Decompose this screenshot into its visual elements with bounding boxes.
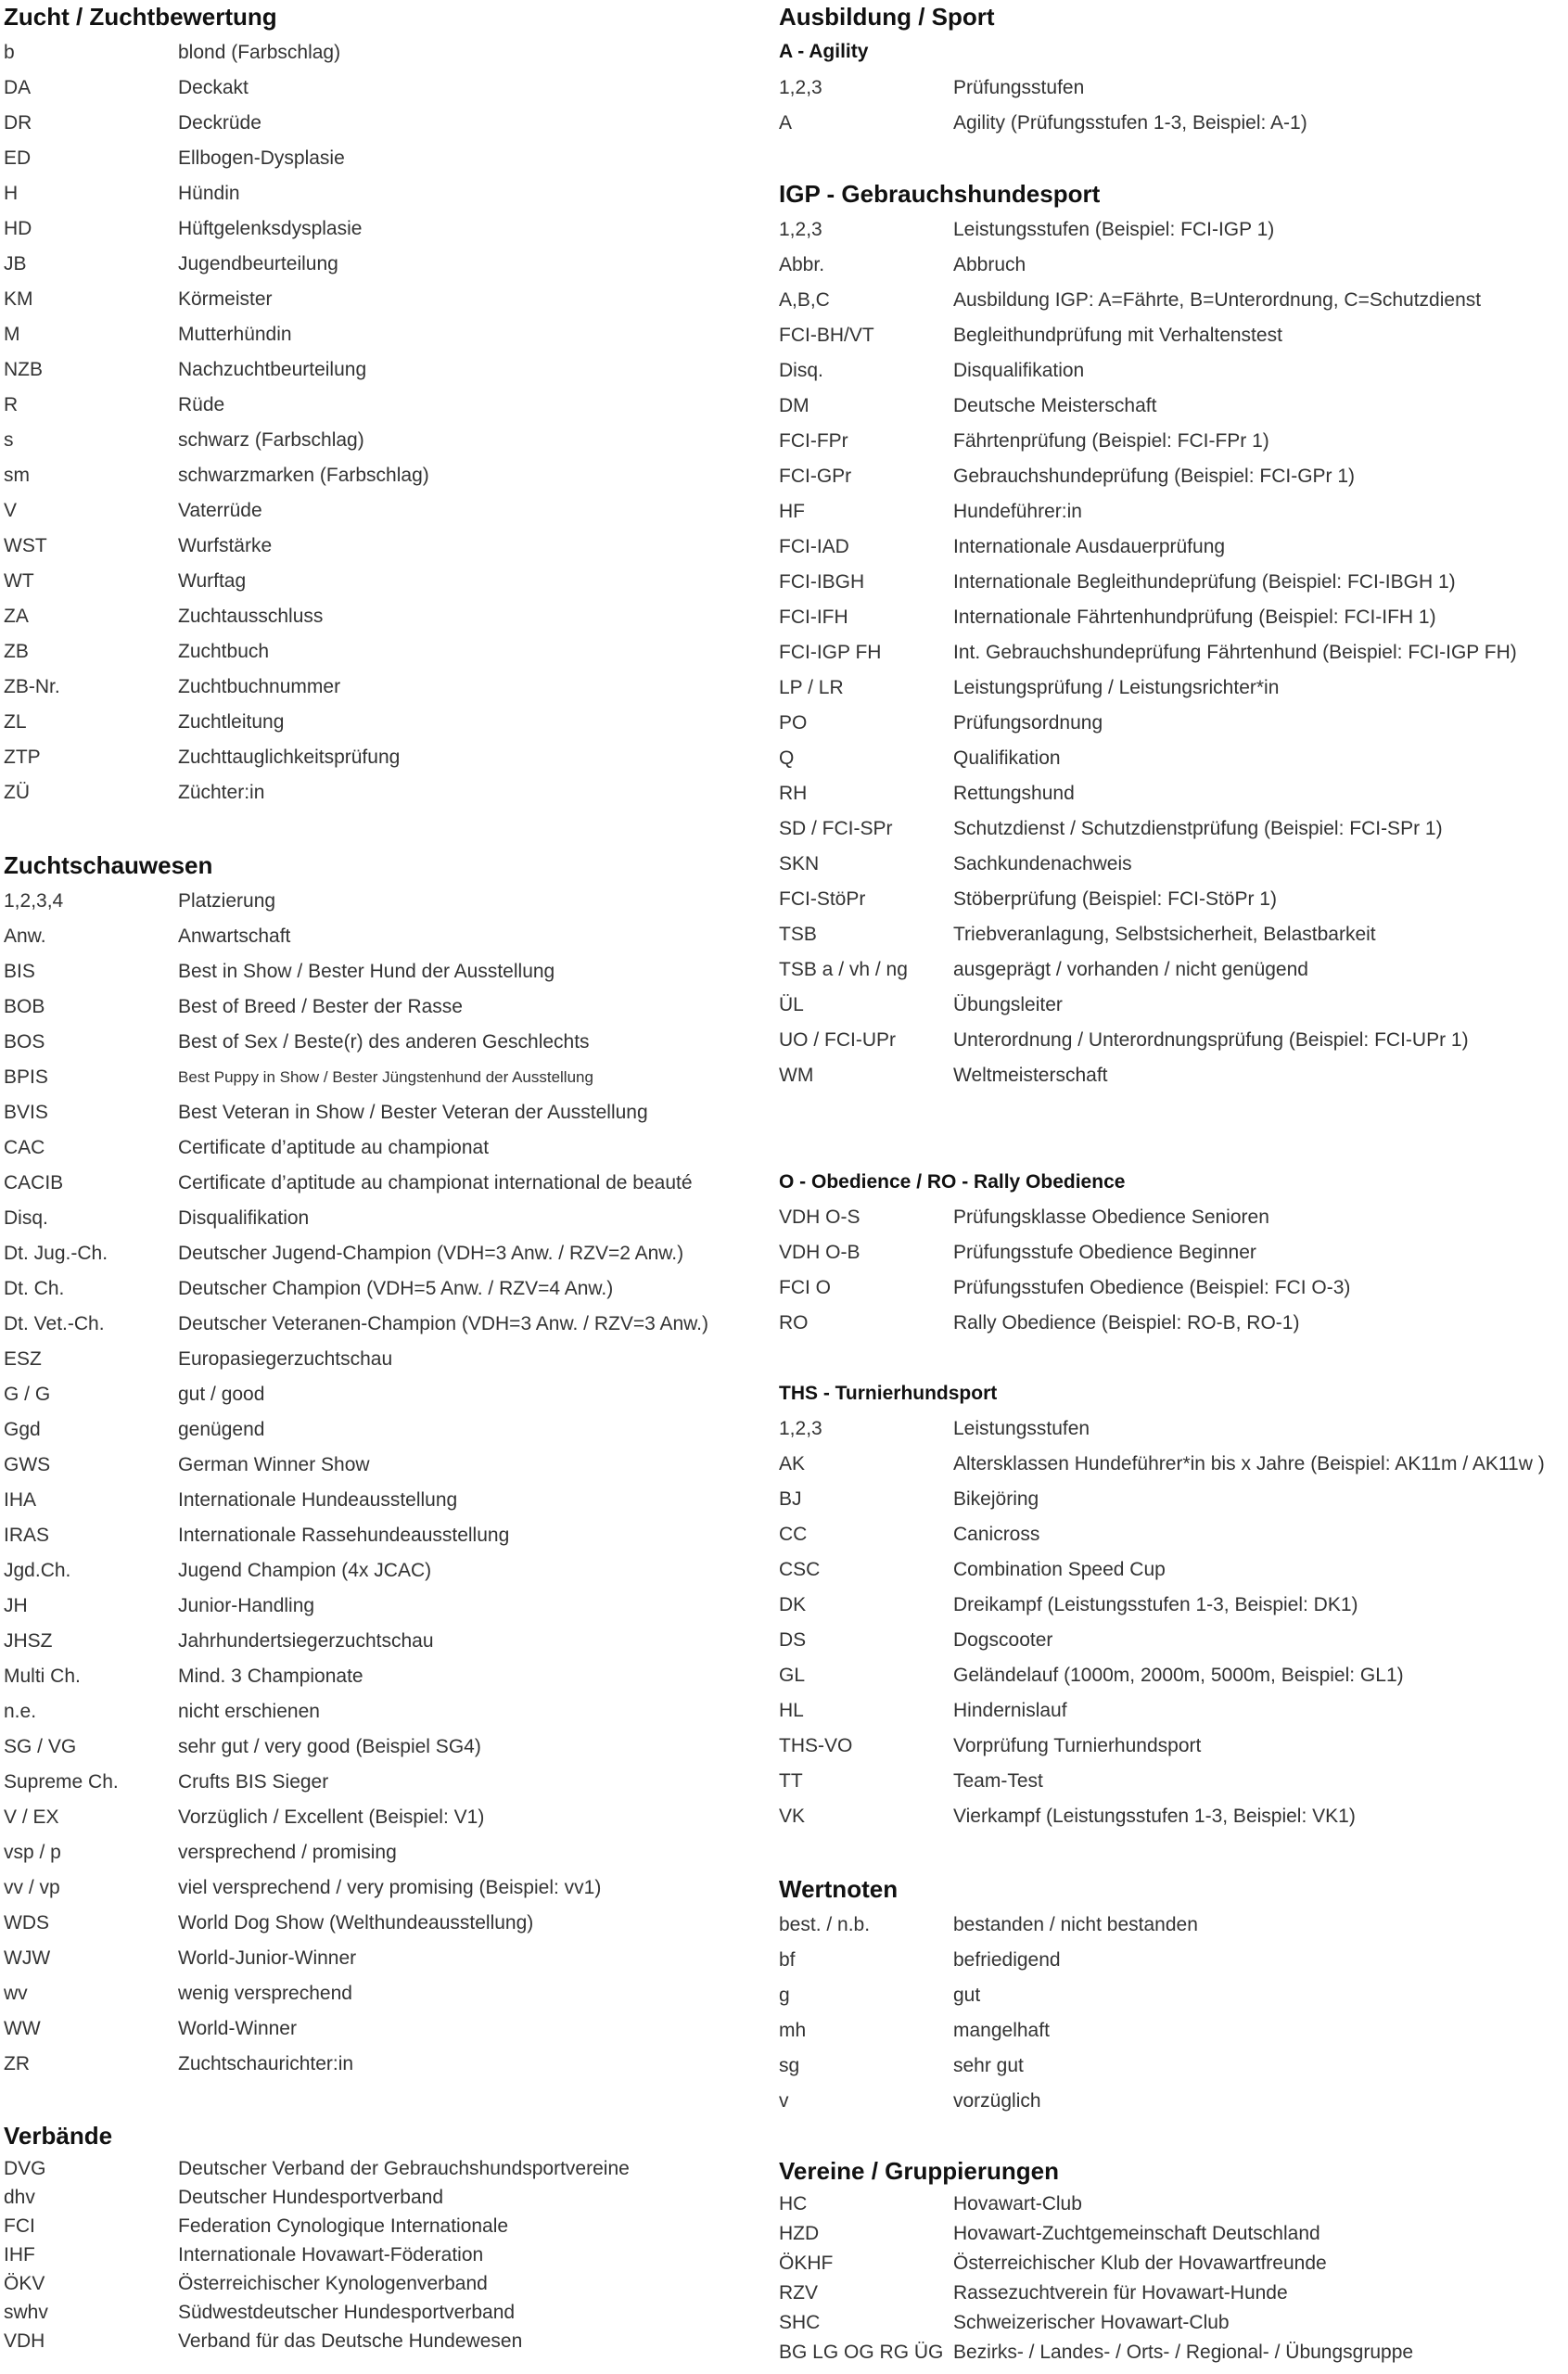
abbreviation: V / EX [4, 1806, 59, 1828]
definition: Hündin [178, 183, 240, 204]
definition: Zuchtbuch [178, 641, 270, 662]
definition: Abbruch [953, 254, 1026, 275]
definition: Dreikampf (Leistungsstufen 1-3, Beispiel: DK1) [953, 1594, 1358, 1615]
abbreviation: ÜL [779, 994, 804, 1015]
definition: schwarzmarken (Farbschlag) [178, 465, 429, 486]
abbreviation: Supreme Ch. [4, 1771, 119, 1793]
definition: Internationale Hundeausstellung [178, 1489, 458, 1511]
abbreviation: A [779, 112, 793, 134]
definition: Hovawart-Zuchtgemeinschaft Deutschland [953, 2223, 1320, 2244]
abbreviation: 1,2,3 [779, 77, 822, 98]
abbreviation: VDH [4, 2330, 45, 2352]
abbreviation: FCI-IGP FH [779, 642, 882, 663]
definition: Deutscher Veteranen-Champion (VDH=3 Anw. / RZV=3 Anw.) [178, 1313, 708, 1334]
abbreviation: BIS [4, 961, 35, 982]
definition: versprechend / promising [178, 1842, 397, 1863]
definition: Nachzuchtbeurteilung [178, 359, 367, 380]
abbreviation: ZL [4, 711, 27, 733]
abbreviation: n.e. [4, 1701, 37, 1722]
section-heading: Wertnoten [779, 1875, 899, 1903]
definition: Combination Speed Cup [953, 1559, 1166, 1580]
abbreviation: 1,2,3 [779, 219, 822, 240]
definition: Junior-Handling [178, 1595, 315, 1616]
definition: Prüfungsstufen Obedience (Beispiel: FCI O-3) [953, 1277, 1351, 1298]
definition: nicht erschienen [178, 1701, 320, 1722]
abbreviation: best. / n.b. [779, 1914, 871, 1935]
definition: Vierkampf (Leistungsstufen 1-3, Beispiel: VK1) [953, 1806, 1356, 1827]
abbreviation: WW [4, 2018, 41, 2039]
abbreviation: BPIS [4, 1066, 48, 1088]
definition: Best of Sex / Beste(r) des anderen Geschlechts [178, 1031, 590, 1053]
definition: Leistungsprüfung / Leistungsrichter*in [953, 677, 1280, 698]
definition: Prüfungsklasse Obedience Senioren [953, 1206, 1269, 1228]
abbreviation: ED [4, 147, 32, 169]
abbreviation: RZV [779, 2282, 818, 2304]
abbreviation: WT [4, 570, 34, 592]
definition: Zuchttauglichkeitsprüfung [178, 747, 401, 768]
abbreviation: ZA [4, 606, 29, 627]
definition: Österreichischer Klub der Hovawartfreunde [953, 2253, 1327, 2274]
abbreviation: HF [779, 501, 805, 522]
definition: Schutzdienst / Schutzdienstprüfung (Beispiel: FCI-SPr 1) [953, 818, 1443, 839]
definition: Triebveranlagung, Selbstsicherheit, Belastbarkeit [953, 924, 1376, 945]
definition: Certificate d’aptitude au championat [178, 1137, 490, 1158]
definition: Crufts BIS Sieger [178, 1771, 329, 1793]
definition: Internationale Fährtenhundprüfung (Beispiel: FCI-IFH 1) [953, 606, 1436, 628]
definition: Ausbildung IGP: A=Fährte, B=Unterordnung, C=Schutzdienst [953, 289, 1482, 311]
abbreviation: HD [4, 218, 32, 239]
abbreviation: swhv [4, 2302, 48, 2323]
abbreviation: UO / FCI-UPr [779, 1029, 896, 1051]
abbreviation: Dt. Jug.-Ch. [4, 1243, 108, 1264]
abbreviation: Jgd.Ch. [4, 1560, 71, 1581]
definition: Jugendbeurteilung [178, 253, 338, 274]
abbreviation: DVG [4, 2158, 46, 2179]
abbreviation: sg [779, 2055, 800, 2076]
definition: Rettungshund [953, 783, 1075, 804]
definition: Fährtenprüfung (Beispiel: FCI-FPr 1) [953, 430, 1269, 452]
definition: World-Junior-Winner [178, 1947, 357, 1969]
section-subheading: THS - Turnierhundsport [779, 1383, 998, 1404]
abbreviation: ZB [4, 641, 29, 662]
abbreviation: VDH O-B [779, 1242, 860, 1263]
definition: Wurfstärke [178, 535, 273, 556]
definition: Zuchtbuchnummer [178, 676, 341, 697]
abbreviation: DR [4, 112, 32, 134]
abbreviation: IHF [4, 2244, 35, 2266]
abbreviation: ZTP [4, 747, 41, 768]
abbreviation: SKN [779, 853, 820, 874]
abbreviation: DK [779, 1594, 807, 1615]
abbreviation: HL [779, 1700, 804, 1721]
definition: German Winner Show [178, 1454, 370, 1475]
definition: Platzierung [178, 890, 276, 912]
section-heading: Ausbildung / Sport [779, 3, 995, 31]
definition: Jahrhundertsiegerzuchtschau [178, 1630, 434, 1652]
abbreviation: ZB-Nr. [4, 676, 60, 697]
definition: Certificate d’aptitude au championat international de beauté [178, 1172, 693, 1193]
definition: Österreichischer Kynologenverband [178, 2273, 488, 2294]
abbreviation: V [4, 500, 18, 521]
definition: Dogscooter [953, 1629, 1053, 1651]
abbreviation: RO [779, 1312, 809, 1334]
definition: Stöberprüfung (Beispiel: FCI-StöPr 1) [953, 888, 1277, 910]
abbreviation: ZR [4, 2053, 30, 2074]
definition: Unterordnung / Unterordnungsprüfung (Beispiel: FCI-UPr 1) [953, 1029, 1469, 1051]
definition: Deutscher Hundesportverband [178, 2187, 444, 2208]
abbreviation: PO [779, 712, 808, 734]
definition: Züchter:in [178, 782, 265, 803]
definition: Ellbogen-Dysplasie [178, 147, 345, 169]
definition: Agility (Prüfungsstufen 1-3, Beispiel: A-1) [953, 112, 1307, 134]
abbreviation: JH [4, 1595, 28, 1616]
abbreviation: BJ [779, 1488, 802, 1510]
abbreviation: Anw. [4, 925, 46, 947]
definition: Mutterhündin [178, 324, 292, 345]
abbreviation: IRAS [4, 1525, 50, 1546]
abbreviation: A,B,C [779, 289, 830, 311]
definition: Rassezuchtverein für Hovawart-Hunde [953, 2282, 1288, 2304]
definition: World Dog Show (Welthundeausstellung) [178, 1912, 534, 1934]
definition: Rally Obedience (Beispiel: RO-B, RO-1) [953, 1312, 1300, 1334]
abbreviation: BG LG OG RG ÜG [779, 2342, 944, 2363]
abbreviation: GL [779, 1665, 806, 1686]
abbreviation: FCI-IAD [779, 536, 849, 557]
definition: gut [953, 1985, 981, 2006]
abbreviation: SD / FCI-SPr [779, 818, 893, 839]
definition: Geländelauf (1000m, 2000m, 5000m, Beispiel: GL1) [953, 1665, 1404, 1686]
abbreviation: CACIB [4, 1172, 64, 1193]
definition: blond (Farbschlag) [178, 42, 341, 63]
definition: sehr gut / very good (Beispiel SG4) [178, 1736, 481, 1757]
abbreviation: FCI-StöPr [779, 888, 866, 910]
abbreviation: WDS [4, 1912, 49, 1934]
definition: Sachkundenachweis [953, 853, 1132, 874]
definition: World-Winner [178, 2018, 297, 2039]
definition: ausgeprägt / vorhanden / nicht genügend [953, 959, 1308, 980]
definition: Zuchtleitung [178, 711, 285, 733]
abbreviation: THS-VO [779, 1735, 853, 1756]
definition: Deckakt [178, 77, 249, 98]
abbreviation: M [4, 324, 20, 345]
abbreviation: Dt. Ch. [4, 1278, 65, 1299]
abbreviation: wv [4, 1983, 28, 2004]
section-heading: Vereine / Gruppierungen [779, 2157, 1059, 2185]
abbreviation: ESZ [4, 1348, 42, 1370]
abbreviation: RH [779, 783, 808, 804]
definition: vorzüglich [953, 2090, 1041, 2112]
abbreviation: Dt. Vet.-Ch. [4, 1313, 105, 1334]
definition: Best Veteran in Show / Bester Veteran der Ausstellung [178, 1102, 648, 1123]
definition: Vaterrüde [178, 500, 262, 521]
definition: wenig versprechend [178, 1983, 352, 2004]
definition: Vorzüglich / Excellent (Beispiel: V1) [178, 1806, 485, 1828]
definition: Mind. 3 Championate [178, 1666, 363, 1687]
abbreviation: TSB [779, 924, 817, 945]
abbreviation: BOS [4, 1031, 45, 1053]
abbreviation: DA [4, 77, 32, 98]
abbreviation: TSB a / vh / ng [779, 959, 908, 980]
definition: Disqualifikation [178, 1207, 310, 1229]
definition: Zuchtausschluss [178, 606, 324, 627]
abbreviation: mh [779, 2020, 807, 2041]
abbreviation: Abbr. [779, 254, 825, 275]
abbreviation: ÖKHF [779, 2253, 834, 2274]
abbreviation: 1,2,3 [779, 1418, 822, 1439]
definition: Deutscher Champion (VDH=5 Anw. / RZV=4 Anw.) [178, 1278, 614, 1299]
abbreviation: LP / LR [779, 677, 844, 698]
definition: Zuchtschaurichter:in [178, 2053, 354, 2074]
abbreviation: Disq. [779, 360, 823, 381]
definition: Hovawart-Club [953, 2193, 1082, 2214]
abbreviation: JB [4, 253, 27, 274]
abbreviation: WST [4, 535, 47, 556]
definition: Prüfungsstufe Obedience Beginner [953, 1242, 1256, 1263]
definition: Disqualifikation [953, 360, 1085, 381]
abbreviation: sm [4, 465, 30, 486]
definition: Best of Breed / Bester der Rasse [178, 996, 463, 1017]
definition: Rüde [178, 394, 225, 415]
definition: Federation Cynologique Internationale [178, 2215, 509, 2237]
definition: Verband für das Deutsche Hundewesen [178, 2330, 523, 2352]
definition: gut / good [178, 1384, 265, 1405]
abbreviation: CC [779, 1524, 808, 1545]
abbreviation: G / G [4, 1384, 51, 1405]
definition: Internationale Ausdauerprüfung [953, 536, 1226, 557]
abbreviation: FCI-IBGH [779, 571, 865, 593]
abbreviation: JHSZ [4, 1630, 53, 1652]
section-subheading: O - Obedience / RO - Rally Obedience [779, 1171, 1126, 1193]
definition: Anwartschaft [178, 925, 291, 947]
abbreviation: b [4, 42, 15, 63]
abbreviation: SHC [779, 2312, 821, 2333]
definition: Südwestdeutscher Hundesportverband [178, 2302, 516, 2323]
abbreviation: BVIS [4, 1102, 48, 1123]
abbreviation: BOB [4, 996, 45, 1017]
definition: Hindernislauf [953, 1700, 1067, 1721]
definition: Vorprüfung Turnierhundsport [953, 1735, 1202, 1756]
abbreviation: Ggd [4, 1419, 41, 1440]
definition: Team-Test [953, 1770, 1043, 1792]
abbreviation: NZB [4, 359, 43, 380]
abbreviation: s [4, 429, 14, 451]
abbreviation: Multi Ch. [4, 1666, 81, 1687]
definition: genügend [178, 1419, 265, 1440]
definition: Altersklassen Hundeführer*in bis x Jahre (Beispiel: AK11m / AK11w ) [953, 1453, 1545, 1474]
abbreviation: SG / VG [4, 1736, 77, 1757]
definition: Internationale Hovawart-Föderation [178, 2244, 484, 2266]
abbreviation: FCI O [779, 1277, 831, 1298]
abbreviation: FCI-BH/VT [779, 325, 874, 346]
abbreviation: g [779, 1985, 790, 2006]
definition: Internationale Begleithundeprüfung (Beispiel: FCI-IBGH 1) [953, 571, 1456, 593]
abbreviation: CAC [4, 1137, 45, 1158]
definition: Deutscher Verband der Gebrauchshundsportvereine [178, 2158, 630, 2179]
definition: Jugend Champion (4x JCAC) [178, 1560, 432, 1581]
definition: Körmeister [178, 288, 273, 310]
definition: Internationale Rassehundeausstellung [178, 1525, 510, 1546]
abbreviation: ZÜ [4, 782, 30, 803]
section-heading: Zuchtschauwesen [4, 851, 213, 879]
definition: Gebrauchshundeprüfung (Beispiel: FCI-GPr 1) [953, 466, 1356, 487]
abbreviation: ÖKV [4, 2273, 45, 2294]
definition: Deckrüde [178, 112, 261, 134]
abbreviation: WJW [4, 1947, 51, 1969]
section-heading: Zucht / Zuchtbewertung [4, 3, 277, 31]
definition: Schweizerischer Hovawart-Club [953, 2312, 1230, 2333]
definition: viel versprechend / very promising (Beispiel: vv1) [178, 1877, 602, 1898]
definition: Deutscher Jugend-Champion (VDH=3 Anw. / RZV=2 Anw.) [178, 1243, 684, 1264]
section-heading: IGP - Gebrauchshundesport [779, 180, 1101, 208]
abbreviation: AK [779, 1453, 806, 1474]
abbreviation: FCI-IFH [779, 606, 848, 628]
definition: Prüfungsstufen [953, 77, 1085, 98]
definition: Best in Show / Bester Hund der Ausstellung [178, 961, 555, 982]
abbreviation: HC [779, 2193, 808, 2214]
abbreviation: 1,2,3,4 [4, 890, 64, 912]
definition: Best Puppy in Show / Bester Jüngstenhund der Ausstellung [178, 1068, 593, 1086]
abbreviation: vsp / p [4, 1842, 61, 1863]
definition: Übungsleiter [953, 994, 1063, 1015]
definition: Leistungsstufen [953, 1418, 1090, 1439]
abbreviation: TT [779, 1770, 803, 1792]
abbreviation: HZD [779, 2223, 820, 2244]
abbreviation: Disq. [4, 1207, 48, 1229]
definition: Wurftag [178, 570, 247, 592]
section-subheading: A - Agility [779, 41, 869, 62]
section-heading: Verbände [4, 2122, 113, 2150]
definition: Prüfungsordnung [953, 712, 1103, 734]
definition: Leistungsstufen (Beispiel: FCI-IGP 1) [953, 219, 1275, 240]
definition: Begleithundprüfung mit Verhaltenstest [953, 325, 1282, 346]
abbreviation: VDH O-S [779, 1206, 860, 1228]
abbreviation: IHA [4, 1489, 37, 1511]
abbreviation: R [4, 394, 19, 415]
abbreviation: GWS [4, 1454, 51, 1475]
definition: Bikejöring [953, 1488, 1039, 1510]
abbreviation: FCI [4, 2215, 35, 2237]
definition: Deutsche Meisterschaft [953, 395, 1157, 416]
definition: Canicross [953, 1524, 1040, 1545]
abbreviation: H [4, 183, 19, 204]
definition: mangelhaft [953, 2020, 1050, 2041]
definition: schwarz (Farbschlag) [178, 429, 364, 451]
abbreviation: v [779, 2090, 789, 2112]
abbreviation: DS [779, 1629, 807, 1651]
abbreviation: Q [779, 747, 795, 769]
abbreviation: vv / vp [4, 1877, 60, 1898]
definition: Hundeführer:in [953, 501, 1082, 522]
definition: Hüftgelenksdysplasie [178, 218, 363, 239]
definition: sehr gut [953, 2055, 1024, 2076]
abbreviation: CSC [779, 1559, 821, 1580]
abbreviation: bf [779, 1949, 796, 1971]
definition: befriedigend [953, 1949, 1061, 1971]
definition: Europasiegerzuchtschau [178, 1348, 393, 1370]
definition: Bezirks- / Landes- / Orts- / Regional- / Übungsgruppe [953, 2342, 1414, 2363]
definition: bestanden / nicht bestanden [953, 1914, 1198, 1935]
abbreviation: FCI-FPr [779, 430, 848, 452]
abbreviation: dhv [4, 2187, 35, 2208]
abbreviation: KM [4, 288, 33, 310]
abbreviation: FCI-GPr [779, 466, 852, 487]
abbreviation: WM [779, 1065, 814, 1086]
abbreviation: DM [779, 395, 809, 416]
abbreviation: VK [779, 1806, 806, 1827]
definition: Weltmeisterschaft [953, 1065, 1108, 1086]
definition: Int. Gebrauchshundeprüfung Fährtenhund (Beispiel: FCI-IGP FH) [953, 642, 1517, 663]
definition: Qualifikation [953, 747, 1061, 769]
